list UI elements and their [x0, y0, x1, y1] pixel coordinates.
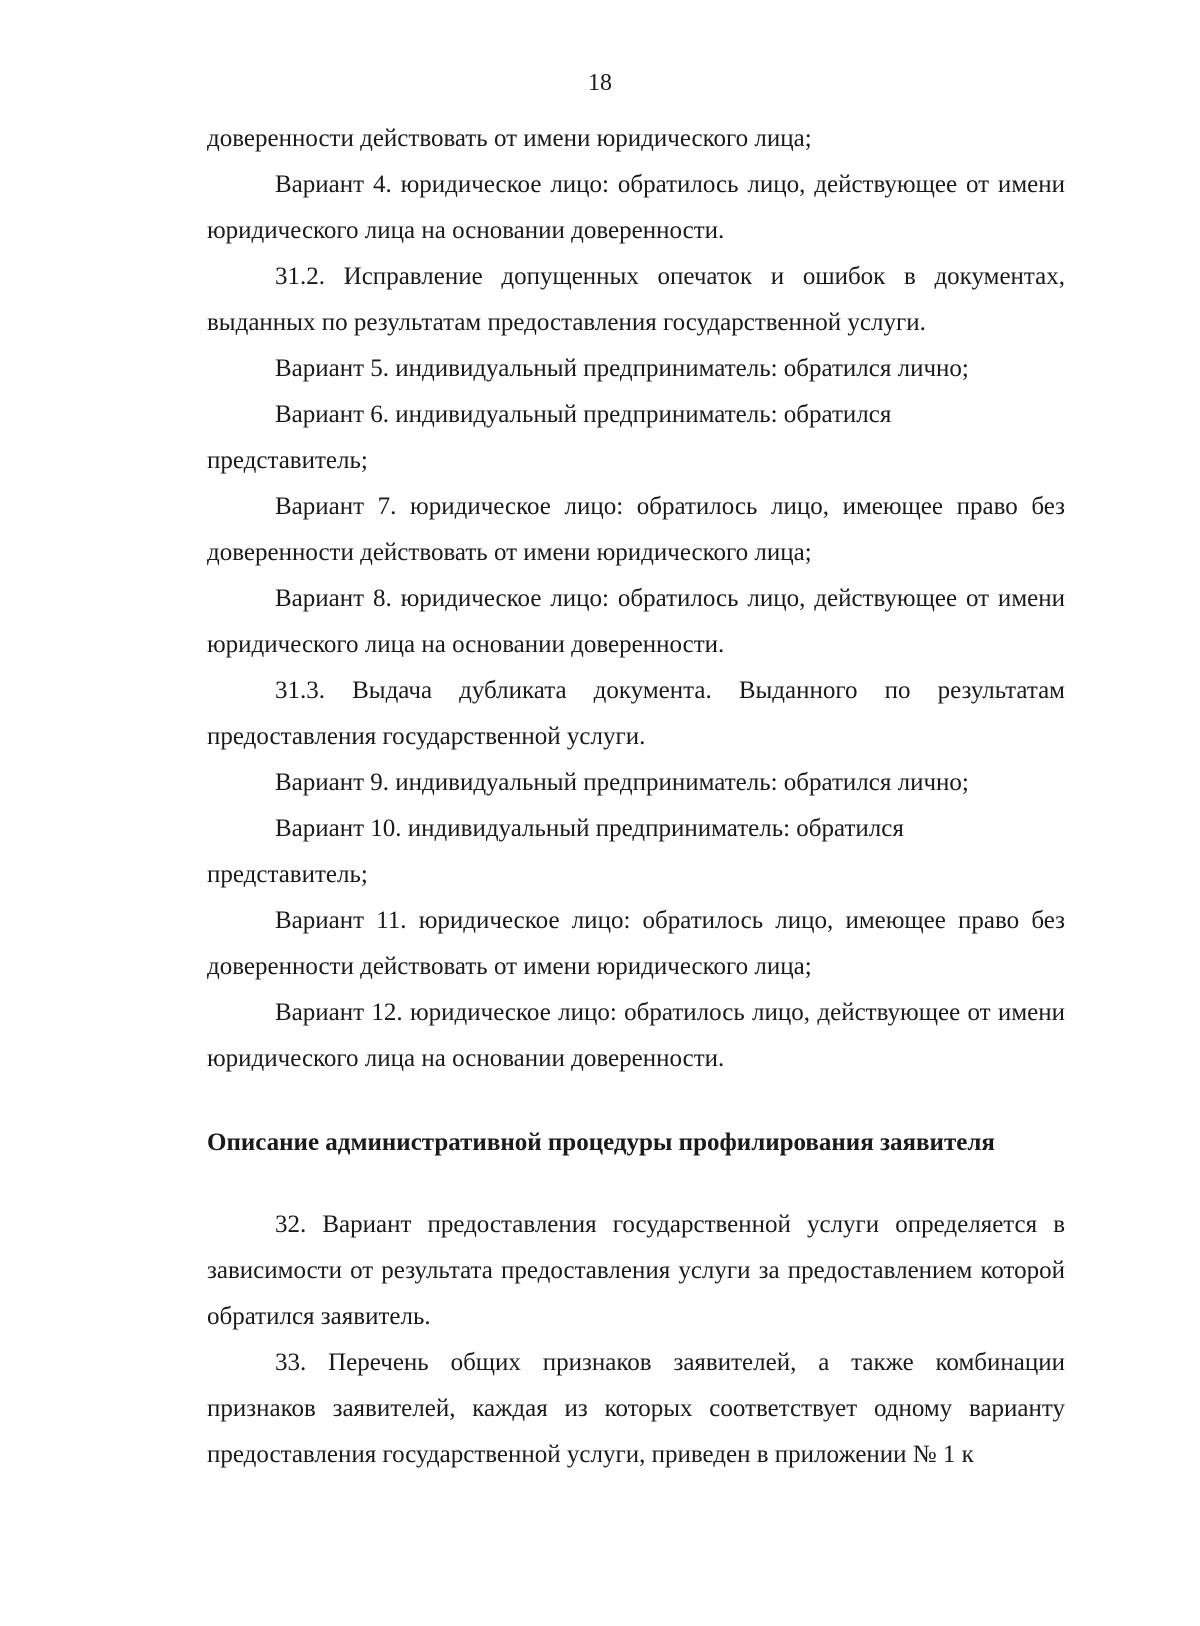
paragraph-31-2: 31.2. Исправление допущенных опечаток и ошибок в документах, выданных по результатам предоставления государственной услуги. — [207, 263, 1065, 336]
document-body — [207, 116, 1065, 1478]
paragraph-variant-12: Вариант 12. юридическое лицо: обратилось лицо, действующее от имени юридического лица на основании доверенности. — [207, 999, 1065, 1072]
paragraph-variant-4: Вариант 4. юридическое лицо: обратилось лицо, действующее от имени юридического лица на основании доверенности. — [207, 171, 1065, 244]
paragraph-32: 32. Вариант предоставления государственной услуги определяется в зависимости от результата предоставления услуги за предоставлением которой обратился заявитель. — [207, 1211, 1065, 1330]
paragraph-continuation: доверенности действовать от имени юридического лица; — [207, 125, 812, 152]
spacer — [207, 1166, 1065, 1202]
page-number: 18 — [588, 70, 612, 96]
paragraph-variant-7: Вариант 7. юридическое лицо: обратилось лицо, имеющее право без доверенности действовать от имени юридического лица; — [207, 493, 1065, 566]
paragraph-33: 33. Перечень общих признаков заявителей, а также комбинации признаков заявителей, каждая из которых соответствует одному варианту предоставления государственной услуги, приведен в приложении № 1 к — [207, 1349, 1065, 1468]
section-heading: Описание административной процедуры профилирования заявителя — [207, 1129, 995, 1156]
paragraph-variant-8: Вариант 8. юридическое лицо: обратилось лицо, действующее от имени юридического лица на основании доверенности. — [207, 585, 1065, 658]
spacer — [207, 1082, 1065, 1120]
paragraph-variant-6-line2: представитель; — [207, 447, 368, 474]
paragraph-variant-11: Вариант 11. юридическое лицо: обратилось лицо, имеющее право без доверенности действовать от имени юридического лица; — [207, 907, 1065, 980]
paragraph-variant-9: Вариант 9. индивидуальный предприниматель: обратился лично; — [275, 769, 969, 796]
paragraph-31-3: 31.3. Выдача дубликата документа. Выданного по результатам предоставления государственной услуги. — [207, 677, 1065, 750]
paragraph-variant-5: Вариант 5. индивидуальный предприниматель: обратился лично; — [275, 355, 969, 382]
paragraph-variant-10-line1: Вариант 10. индивидуальный предприниматель: обратился — [275, 815, 904, 842]
paragraph-variant-6-line1: Вариант 6. индивидуальный предприниматель: обратился — [275, 401, 892, 428]
paragraph-variant-10-line2: представитель; — [207, 861, 368, 888]
